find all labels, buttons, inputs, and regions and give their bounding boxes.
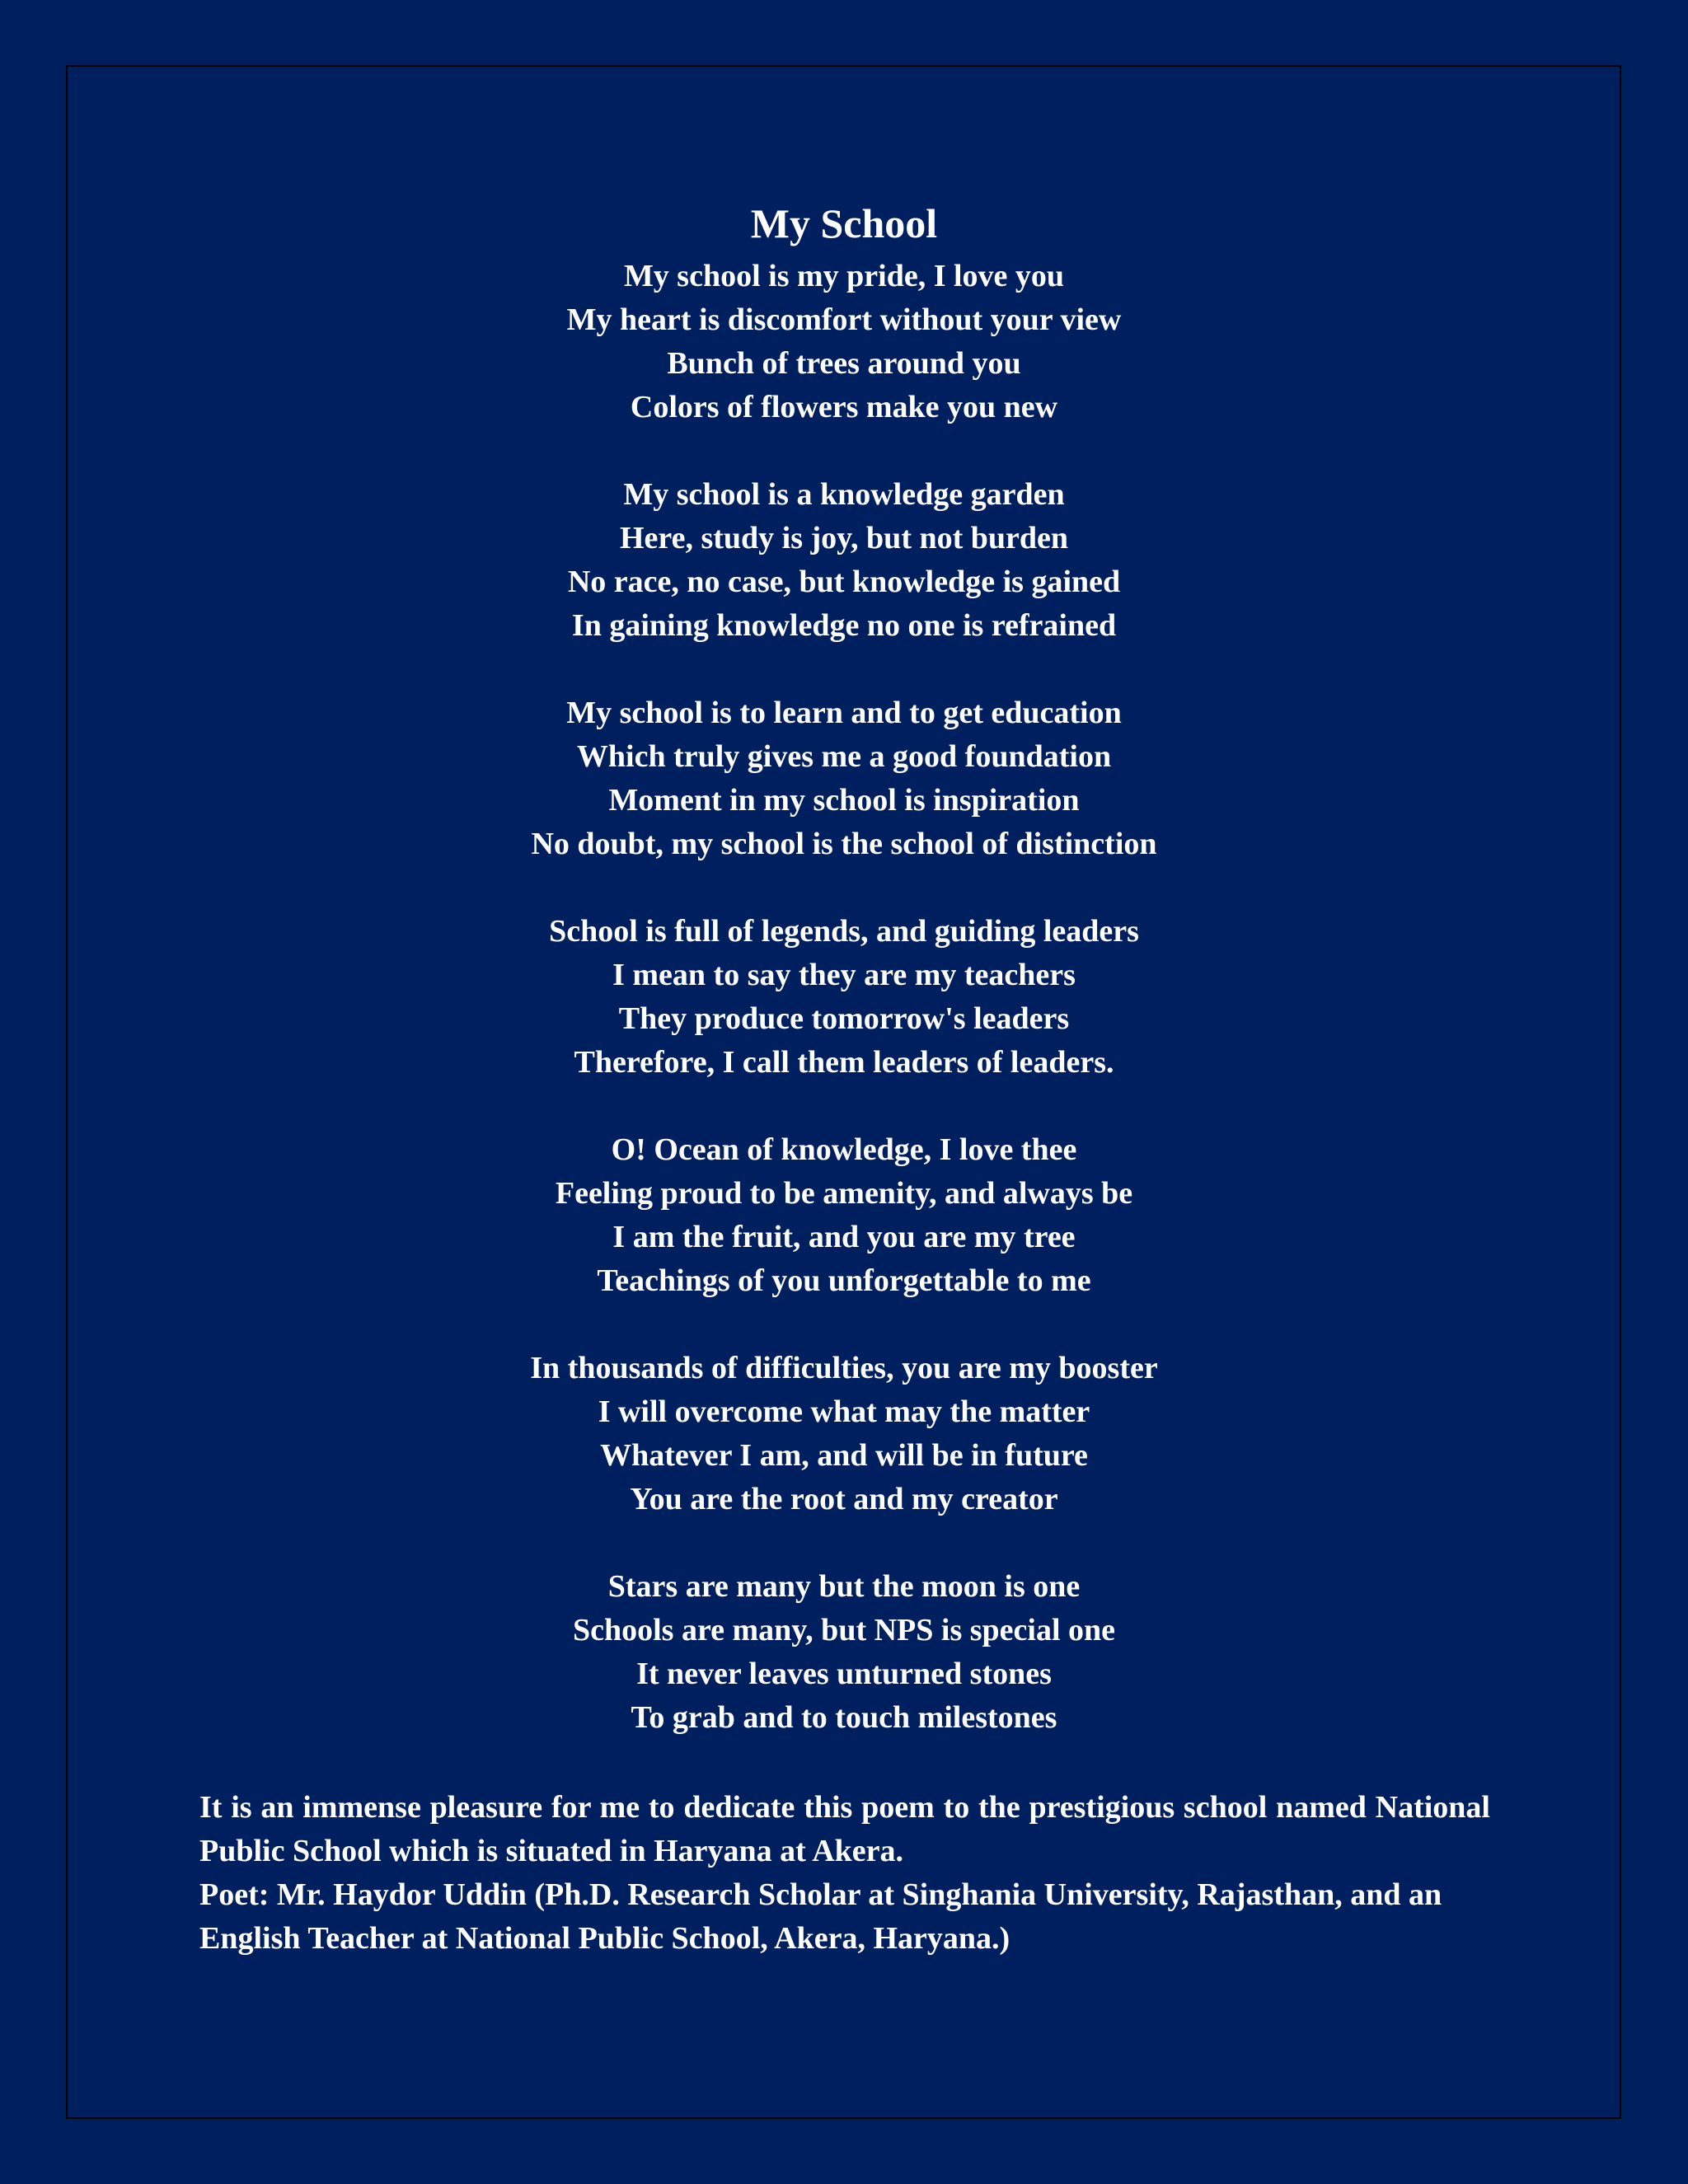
stanza-2 bbox=[0, 473, 1688, 648]
poem-line: My heart is discomfort without your view bbox=[566, 302, 1122, 337]
poem-line: I mean to say they are my teachers bbox=[612, 958, 1076, 992]
poem-line: I am the fruit, and you are my tree bbox=[612, 1220, 1076, 1254]
poem-line: It never leaves unturned stones bbox=[636, 1657, 1052, 1691]
poem-line: They produce tomorrow's leaders bbox=[618, 1001, 1070, 1036]
poem-line: O! Ocean of knowledge, I love thee bbox=[611, 1132, 1077, 1167]
poem-line: Whatever I am, and will be in future bbox=[600, 1438, 1088, 1473]
poem-line: School is full of legends, and guiding leaders bbox=[549, 914, 1139, 949]
poem-line: In gaining knowledge no one is refrained bbox=[571, 608, 1117, 643]
poem-line: I will overcome what may the matter bbox=[598, 1394, 1090, 1429]
poem-line: In thousands of difficulties, you are my booster bbox=[530, 1351, 1158, 1385]
stanza-7 bbox=[0, 1565, 1688, 1740]
poem-line: Teachings of you unforgettable to me bbox=[597, 1263, 1091, 1298]
stanza-5 bbox=[0, 1128, 1688, 1303]
poem-line: You are the root and my creator bbox=[630, 1482, 1058, 1516]
poem-body bbox=[0, 255, 1688, 1783]
poem-line: To grab and to touch milestones bbox=[631, 1700, 1057, 1735]
poem-line: Which truly gives me a good foundation bbox=[576, 739, 1112, 774]
stanza-1 bbox=[0, 255, 1688, 429]
poem-line: My school is my pride, I love you bbox=[623, 259, 1065, 293]
poem-line: Bunch of trees around you bbox=[667, 346, 1021, 381]
stanza-6 bbox=[0, 1347, 1688, 1521]
poem-title: My School bbox=[750, 200, 938, 246]
stanza-4 bbox=[0, 910, 1688, 1085]
poem-line: Feeling proud to be amenity, and always be bbox=[555, 1176, 1133, 1211]
poem-line: No doubt, my school is the school of distinction bbox=[531, 827, 1157, 861]
poem-line: My school is to learn and to get education bbox=[566, 696, 1122, 730]
poem-line: Schools are many, but NPS is special one bbox=[572, 1613, 1116, 1647]
poet-credit: Poet: Mr. Haydor Uddin (Ph.D. Research Scholar at Singhania University, Rajasthan, and an English Teacher at National Public School, Akera, Haryana.) bbox=[199, 1877, 1442, 1956]
poem-line: Here, study is joy, but not burden bbox=[619, 521, 1069, 555]
poem-line: Therefore, I call them leaders of leaders. bbox=[574, 1045, 1114, 1080]
poem-line: Stars are many but the moon is one bbox=[607, 1569, 1081, 1604]
dedication-note bbox=[199, 1786, 1490, 1961]
stanza-3 bbox=[0, 691, 1688, 866]
poem-line: Moment in my school is inspiration bbox=[608, 783, 1080, 818]
dedication-text: It is an immense pleasure for me to dedicate this poem to the prestigious school named National Public School which is situated in Haryana at Akera. bbox=[199, 1790, 1490, 1868]
poem-line: Colors of flowers make you new bbox=[630, 390, 1058, 424]
poem-line: My school is a knowledge garden bbox=[623, 477, 1065, 512]
poem-line: No race, no case, but knowledge is gained bbox=[567, 565, 1121, 599]
